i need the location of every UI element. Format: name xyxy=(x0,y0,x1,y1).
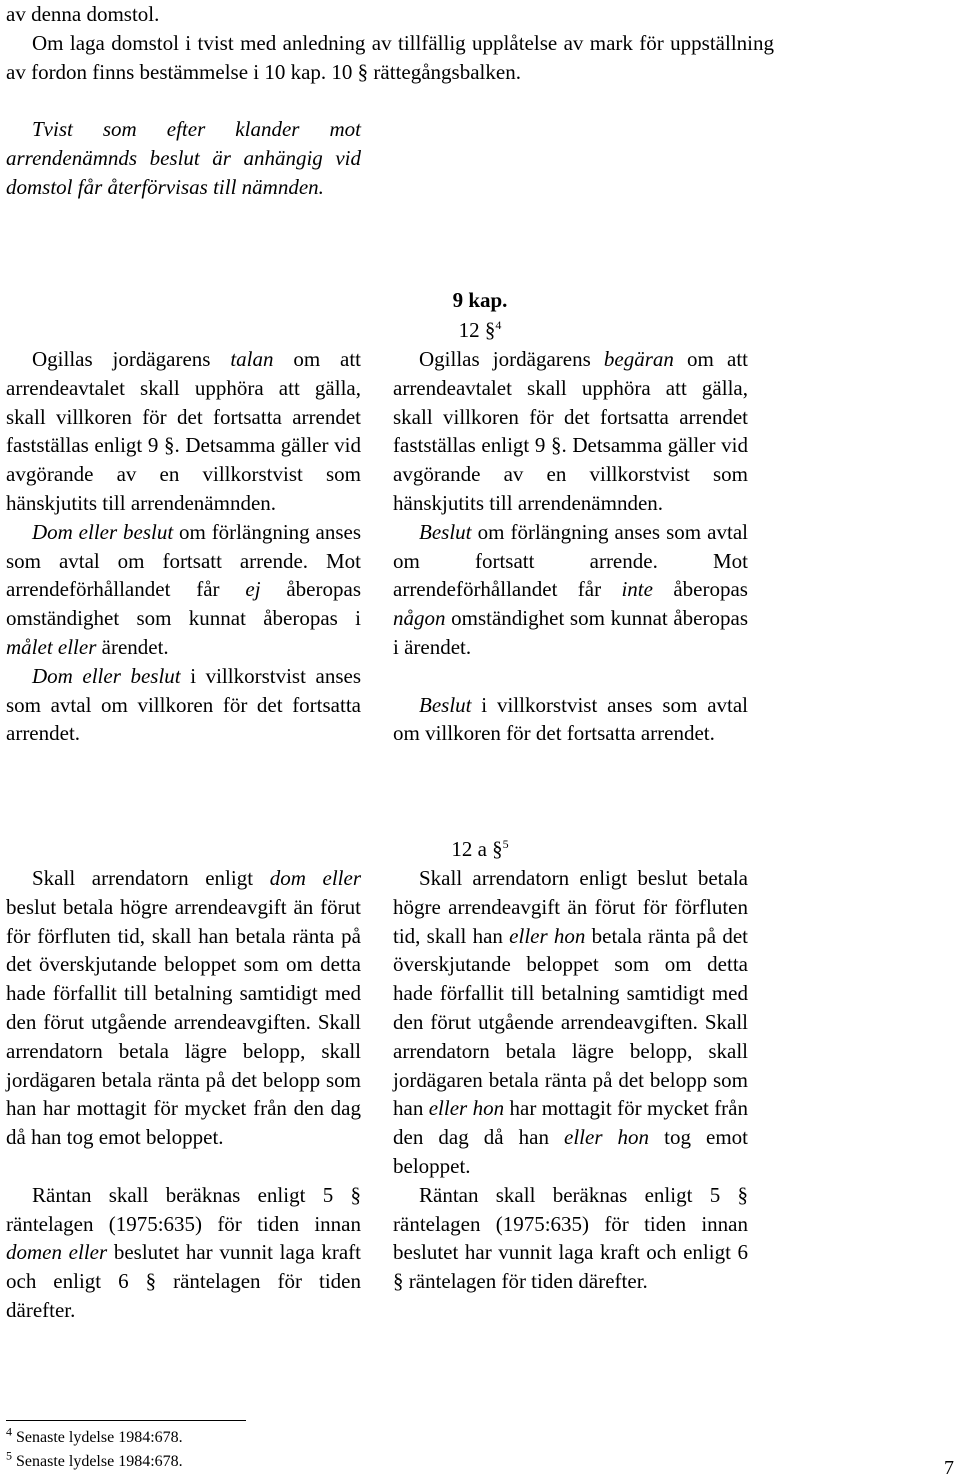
footnote-divider xyxy=(6,1420,246,1421)
s12-right-p2: Beslut om förlängning anses som avtal om fortsatt arrende. Mot arrendeförhållandet får inte åberopas någon omständighet som kunnat åberopas i ärendet. xyxy=(393,519,748,659)
s12a-right-p2: Räntan skall beräknas enligt 5 § räntelagen (1975:635) för tiden innan beslutet har vunnit laga kraft och enligt 6 § räntelagen för tiden därefter. xyxy=(393,1182,748,1294)
s12-right-p1: Ogillas jordägarens begäran om att arrendeavtalet skall upphöra att gälla, skall villkoren för det fortsatta arrendet fastställas enligt 9 §. Detsamma gäller vid avgörande av en villkorstvist som hänskjutits till arrendenämnden. xyxy=(393,347,749,515)
top-paragraph-3: Tvist som efter klander mot arrendenämnds beslut är anhängig vid domstol får återförvisas till nämnden. xyxy=(6,117,361,199)
page-number: 7 xyxy=(944,1457,954,1479)
footnote-5: $^5$ Senaste lydelse 1984:678. xyxy=(6,1448,183,1470)
footnote-4: $^4$ Senaste lydelse 1984:678. xyxy=(6,1424,183,1446)
section-12a-proposed-text xyxy=(393,864,748,1296)
chapter-heading: 9 kap. xyxy=(452,288,508,312)
s12-right-p3: Beslut i villkorstvist anses som avtal om villkoren för det fortsatta arrendet. xyxy=(393,692,748,746)
section-12-proposed-text xyxy=(393,345,748,748)
s12a-left-p1: Skall arrendatorn enligt dom eller beslut betala högre arrendeavgift än förut för förfluten tid, skall han betala ränta på det överskjutande beloppet som om detta hade förfallit till betalning samtidigt med den förut utgående arrendeavgiften. Skall arrendatorn betala lägre belopp, skall jordägaren betala ränta på det belopp som han har mottagit för mycket från den dag då han tog emot beloppet. xyxy=(6,866,361,1150)
paragraph-heading-12: 12 §$^4$ xyxy=(458,318,502,342)
s12-left-p2: Dom eller beslut om förlängning anses som avtal om fortsatt arrende. Mot arrendeförhållandet får ej åberopas omständighet som kunnat åberopas i målet eller ärendet. xyxy=(6,519,361,659)
paragraph-heading-12a: 12 a §$^5$ xyxy=(451,837,509,861)
section-12a-current-text xyxy=(6,864,361,1325)
carryover-line: av denna domstol. xyxy=(6,2,160,26)
s12a-left-p2: Räntan skall beräknas enligt 5 § räntelagen (1975:635) för tiden innan domen eller beslutet har vunnit laga kraft och enligt 6 § räntelagen för tiden därefter. xyxy=(6,1182,361,1322)
footnote-ref-5[interactable]: 5 xyxy=(502,837,509,851)
section-12-current-text xyxy=(6,345,361,748)
s12-left-p1: Ogillas jordägarens talan om att arrendeavtalet skall upphöra att gälla, skall villkoren för det fortsatta arrendet fastställas enligt 9 §. Detsamma gäller vid avgörande av en villkorstvist som hänskjutits till arrendenämnden. xyxy=(6,347,361,515)
s12-left-p3: Dom eller beslut i villkorstvist anses som avtal om villkoren för det fortsatta arrendet. xyxy=(6,663,361,746)
footnote-ref-4[interactable]: 4 xyxy=(495,318,502,332)
s12a-right-p1: Skall arrendatorn enligt beslut betala högre arrendeavgift än förut för förfluten tid, skall han eller hon betala ränta på det överskjutande beloppet som om detta hade förfallit till betalning samtidigt med den förut utgående arrendeavgiften. Skall arrendatorn betala lägre belopp, skall jordägaren betala ränta på det belopp som han eller hon har mottagit för mycket från den dag då han eller hon tog emot beloppet. xyxy=(393,866,749,1178)
top-paragraph-2: Om laga domstol i tvist med anledning av tillfällig upplåtelse av mark för uppställning av fordon finns bestämmelse i 10 kap. 10 § rättegångsbalken. xyxy=(6,31,774,84)
